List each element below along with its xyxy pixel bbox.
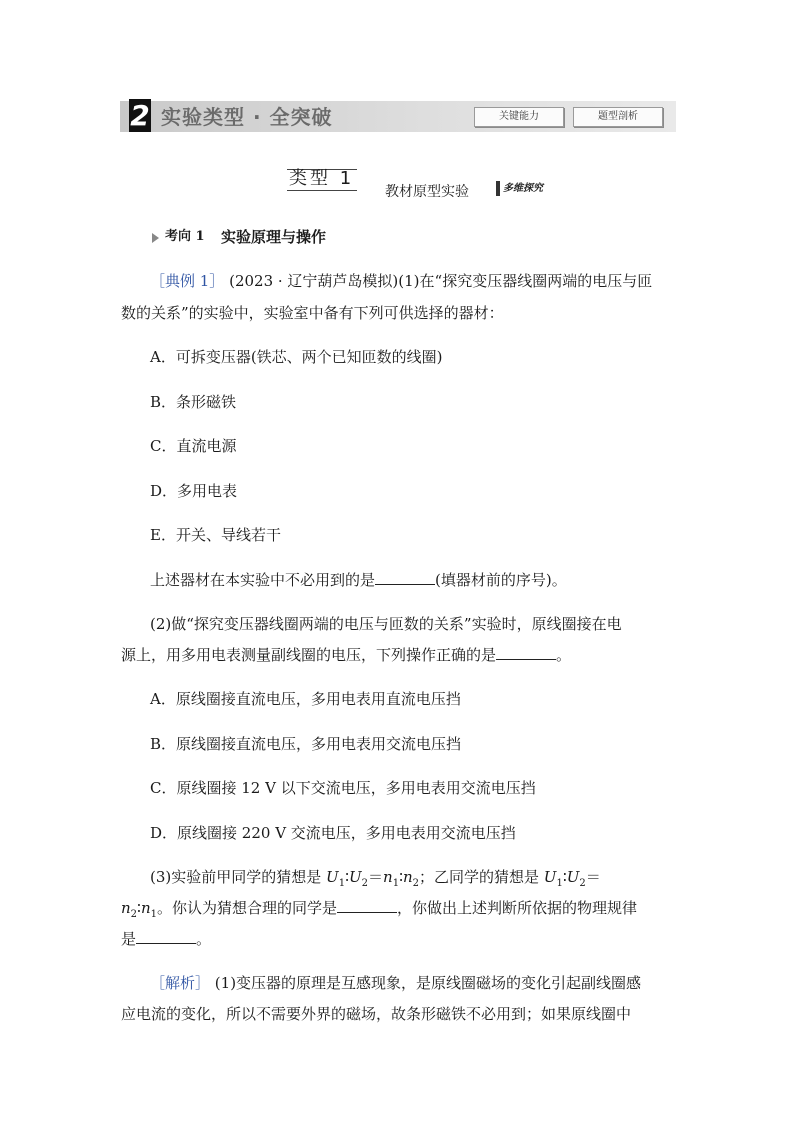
type-subtitle: 教材原型实验 <box>385 184 469 200</box>
answer-blank-4[interactable] <box>136 929 196 944</box>
option-c: C．直流电源 <box>150 437 237 455</box>
section-title: 实验类型 · 全突破 <box>161 105 333 129</box>
analysis-line-1: ［解析］ (1)变压器的原理是互感现象，是原线圈磁场的变化引起副线圈感 <box>150 974 642 992</box>
question-2-line-1: (2)做“探究变压器线圈两端的电压与匝数的关系”实验时，原线圈接在电 <box>150 615 622 633</box>
answer-blank-1[interactable] <box>375 570 435 585</box>
multi-dimension-tag: 多维探究 <box>496 181 557 196</box>
question-2-line-2: 源上，用多用电表测量副线圈的电压，下列操作正确的是 。 <box>121 646 572 664</box>
option-b: B．条形磁铁 <box>150 393 237 411</box>
analysis-line-2: 应电流的变化，所以不需要外界的磁场，故条形磁铁不必用到；如果原线圈中 <box>121 1005 632 1023</box>
analysis-tag: ［解析］ <box>150 974 211 992</box>
option-e: E．开关、导线若干 <box>150 526 281 544</box>
option2-b: B．原线圈接直流电压，多用电表用交流电压挡 <box>150 735 462 753</box>
direction-title: 实验原理与操作 <box>221 228 327 246</box>
option2-d: D．原线圈接 220 V 交流电压，多用电表用交流电压挡 <box>150 824 516 842</box>
question-3-line-3: 是 。 <box>121 930 212 948</box>
answer-blank-3[interactable] <box>337 898 397 913</box>
question-3-line-2: $n_2∶n_1$。你认为猜想合理的同学是 ，你做出上述判断所依据的物理规律 <box>121 899 638 920</box>
question-1: 上述器材在本实验中不必用到的是 (填器材前的序号)。 <box>150 571 567 589</box>
analysis-button[interactable]: 题型剖析 <box>573 107 663 127</box>
key-ability-button[interactable]: 关键能力 <box>474 107 564 127</box>
option2-a: A．原线圈接直流电压，多用电表用直流电压挡 <box>150 690 461 708</box>
option-a: A．可拆变压器(铁芯、两个已知匝数的线圈) <box>150 348 443 366</box>
example-line-1: ［典例 1］ (2023 · 辽宁葫芦岛模拟)(1)在“探究变压器线圈两端的电压与匝 <box>150 272 653 290</box>
option-d: D．多用电表 <box>150 482 238 500</box>
example-line-2: 数的关系”的实验中，实验室中备有下列可供选择的器材： <box>121 304 504 322</box>
example-tag: ［典例 1］ <box>150 272 225 290</box>
question-3-line-1: (3)实验前甲同学的猜想是 $U_1∶U_2=n_1∶n_2$；乙同学的猜想是 $U_1∶U_2=$ <box>150 868 601 889</box>
type-label: 类型 1 <box>289 168 355 189</box>
answer-blank-2[interactable] <box>496 645 556 660</box>
option2-c: C．原线圈接 12 V 以下交流电压，多用电表用交流电压挡 <box>150 779 536 797</box>
section-number: 2 <box>130 99 150 132</box>
triangle-bullet-icon <box>152 233 159 243</box>
direction-label: 考向 1 <box>165 229 205 244</box>
